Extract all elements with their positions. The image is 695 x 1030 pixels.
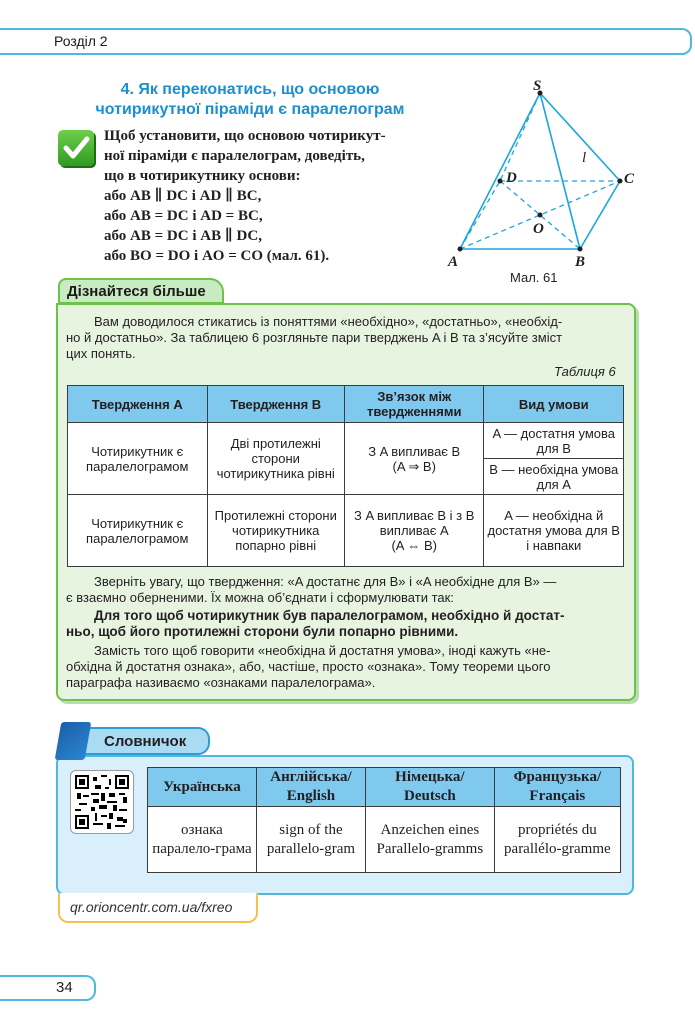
checkmark-icon	[58, 130, 94, 166]
section-title	[60, 80, 440, 120]
glossary-tab: Словничок	[64, 727, 210, 755]
point-d	[498, 179, 503, 184]
glossary-cell-french: propriétés du parallélo-gramme	[494, 807, 620, 873]
edge-bc	[580, 181, 620, 249]
relation-symbol: (A ⇒ B)	[392, 458, 436, 474]
table-caption: Таблиця 6	[554, 364, 616, 379]
rule-line: Щоб установити, що основою чотирикут-	[104, 128, 386, 144]
page-number-box	[0, 975, 96, 1001]
label-s: S	[533, 78, 542, 94]
section-title-line-1: 4. Як переконатись, що основою	[120, 81, 380, 98]
glossary-cell-german: Anzeichen eines Parallelo-gramms	[366, 807, 495, 873]
rule-text	[104, 126, 434, 266]
qr-link[interactable]: qr.orioncentr.com.ua/fxreo	[58, 893, 258, 923]
glossary-header-cell: Англійська/ English	[256, 768, 365, 807]
glossary-header-cell: Українська	[148, 768, 257, 807]
cell-condition: A — достатня умова для B	[484, 423, 624, 459]
point-c	[618, 179, 623, 184]
header-cell: Твердження A	[68, 386, 208, 423]
cell-statement-b: Дві протилежні сторони чотирикутника рівні	[207, 423, 344, 495]
section-label: Розділ 2	[54, 33, 108, 49]
rule-line: або BO = DO і AO = CO (мал. 61).	[104, 248, 330, 264]
header-cell: Зв’язок між твердженнями	[344, 386, 484, 423]
label-d: D	[506, 170, 517, 186]
pyramid-figure	[440, 76, 640, 272]
label-o: O	[533, 221, 544, 237]
intro-line: цих понять.	[66, 346, 136, 361]
glossary-row	[148, 807, 621, 873]
header-cell: Твердження B	[207, 386, 344, 423]
edge-sb	[540, 93, 580, 249]
conclusion-paragraph	[66, 643, 628, 691]
rule-line: або AB = DC і AB ∥ DC,	[104, 228, 262, 244]
header-cell: Вид умови	[484, 386, 624, 423]
glossary-header-cell: Німецька/ Deutsch	[366, 768, 495, 807]
theorem-line: ньо, щоб його протилежні сторони були попарно рівними.	[66, 624, 459, 639]
page-number: 34	[56, 979, 73, 996]
note-line: Зверніть увагу, що твердження: «A достатнє для B» і «A необхідне для B» —	[94, 574, 557, 589]
glossary-header-row	[148, 768, 621, 807]
cell-condition: A — необхідна й достатня умова для B і навпаки	[484, 495, 624, 567]
rule-line: або AB = DC і AD = BC,	[104, 208, 263, 224]
point-o	[538, 213, 543, 218]
cell-condition: B — необхідна умова для A	[484, 459, 624, 495]
edge-ad-hidden	[460, 181, 500, 249]
point-b	[578, 247, 583, 252]
relation-symbol: (A ⇔ B)	[391, 538, 437, 553]
glossary-cell-english: sign of the parallelo-gram	[256, 807, 365, 873]
conclusion-line: Замість того щоб говорити «необхідна й достатня умова», іноді кажуть «не-	[94, 643, 551, 658]
edge-sa	[460, 93, 540, 249]
section-title-line-2: чотирикутної піраміди є паралелограм	[95, 101, 405, 118]
point-a	[458, 247, 463, 252]
table-row	[68, 423, 624, 459]
relation-text: З A випливає B	[368, 443, 461, 459]
glossary-table	[147, 767, 621, 873]
conclusion-line: обхідна й достатня ознака», або, частіше, просто «ознака». Тому теореми цього	[66, 659, 551, 674]
table-header-row	[68, 386, 624, 423]
label-c: C	[624, 171, 635, 187]
intro-paragraph	[66, 314, 628, 362]
relation-text: З A випливає B і з B випливає A	[354, 508, 475, 538]
note-paragraph	[66, 574, 628, 606]
theorem-statement	[66, 608, 628, 640]
glossary-cell-ukrainian: ознака паралело-грама	[148, 807, 257, 873]
table-6	[67, 385, 624, 567]
cell-relation	[344, 495, 484, 567]
note-line: є взаємно оберненими. Їх можна об’єднати і сформулювати так:	[66, 590, 454, 605]
intro-line: но й достатньо». За таблицею 6 розгляньте пари тверджень A і B та з’ясуйте зміст	[66, 330, 563, 345]
cell-statement-a: Чотирикутник є паралелограмом	[68, 495, 208, 567]
rule-line: ної піраміди є паралелограм, доведіть,	[104, 148, 365, 164]
label-b: B	[575, 254, 586, 270]
rule-line: що в чотирикутнику основи:	[104, 168, 301, 184]
label-l: l	[582, 150, 587, 166]
learn-more-tab: Дізнайтеся більше	[58, 278, 224, 304]
cell-statement-a: Чотирикутник є паралелограмом	[68, 423, 208, 495]
figure-caption: Мал. 61	[510, 270, 558, 285]
intro-line: Вам доводилося стикатись із поняттями «необхідно», «достатньо», «необхід-	[94, 314, 563, 329]
cell-statement-b: Протилежні сторони чотирикутника попарно рівні	[207, 495, 344, 567]
cell-relation	[344, 423, 484, 495]
theorem-line: Для того щоб чотирикутник був паралелограмом, необхідно й достат-	[94, 608, 565, 623]
table-row	[68, 495, 624, 567]
label-a: A	[448, 254, 459, 270]
conclusion-line: параграфа називаємо «ознаками паралелограма».	[66, 675, 376, 690]
qr-code-icon[interactable]	[70, 770, 134, 834]
rule-line: або AB ∥ DC і AD ∥ BC,	[104, 188, 262, 204]
glossary-header-cell: Французька/ Français	[494, 768, 620, 807]
